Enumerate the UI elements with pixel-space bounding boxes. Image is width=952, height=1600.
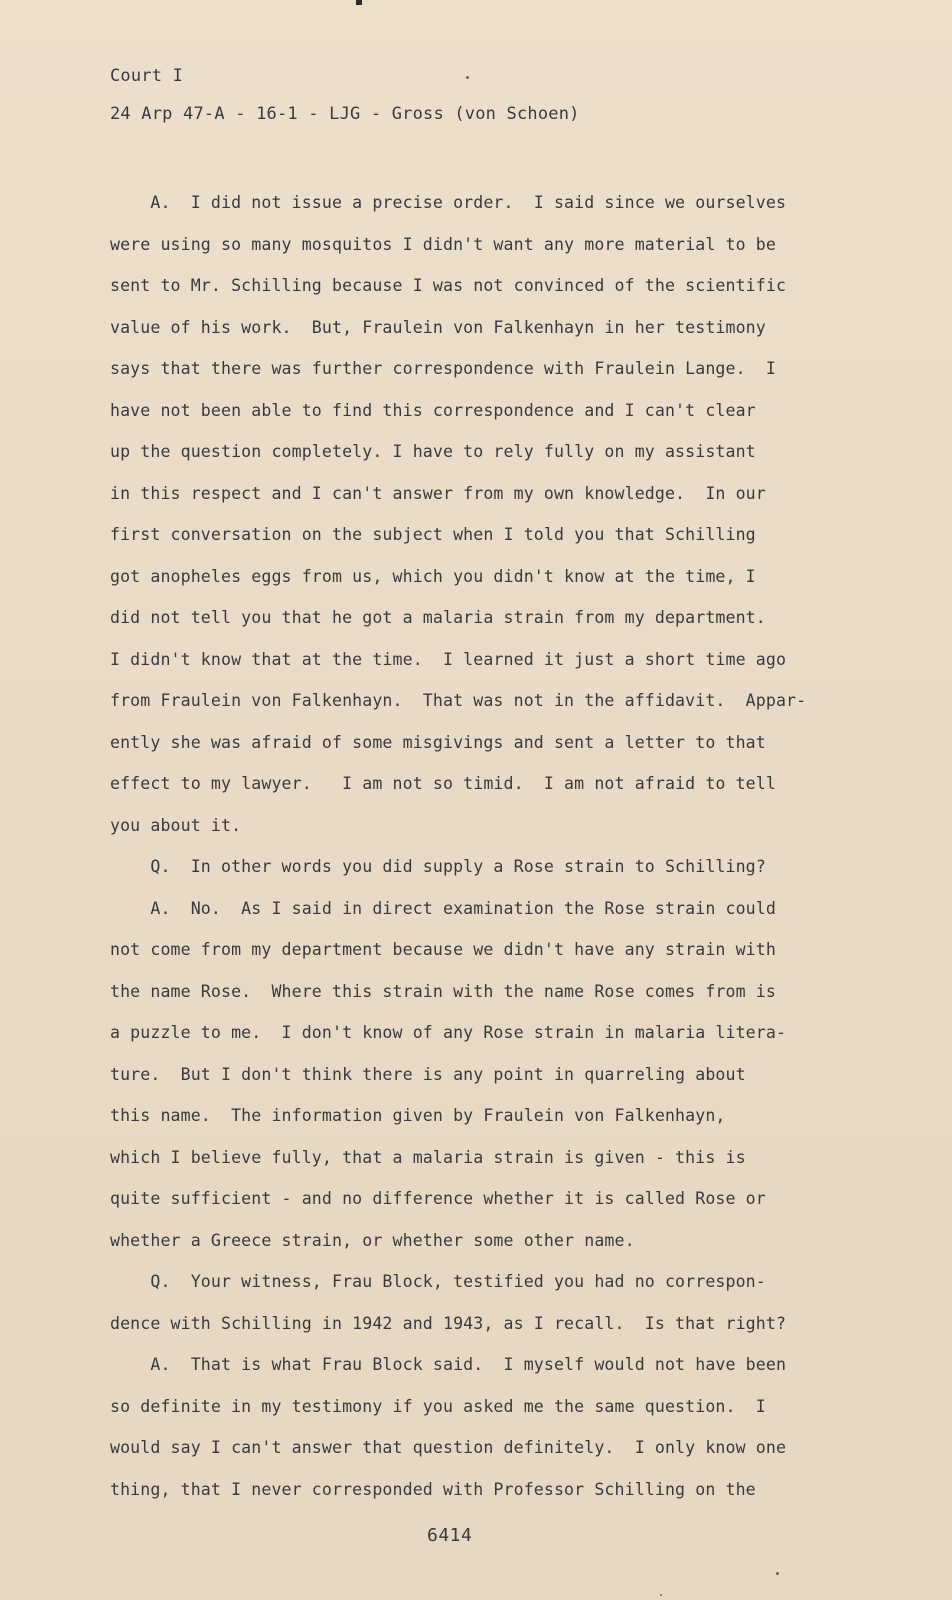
staple-mark: [356, 0, 362, 5]
transcript-line: says that there was further correspondence with Fraulein Lange. I: [110, 359, 776, 378]
transcript-line: in this respect and I can't answer from my own knowledge. In our: [110, 483, 766, 503]
transcript-line: ently she was afraid of some misgivings and sent a letter to that: [110, 732, 766, 752]
transcript-line: A. I did not issue a precise order. I said since we ourselves: [110, 193, 787, 212]
session-header: 24 Arp 47-A - 16-1 - LJG - Gross (von Schoen): [110, 104, 580, 124]
transcript-line: a puzzle to me. I don't know of any Rose strain in malaria litera-: [110, 1023, 787, 1042]
transcript-line: sent to Mr. Schilling because I was not convinced of the scientific: [110, 276, 787, 295]
transcript-line: would say I can't answer that question definitely. I only know one: [110, 1438, 787, 1457]
transcript-line: this name. The information given by Fraulein von Falkenhayn,: [110, 1106, 726, 1125]
transcript-line: I didn't know that at the time. I learned it just a short time ago: [110, 649, 787, 669]
court-header: Court I: [110, 66, 184, 86]
transcript-line: from Fraulein von Falkenhayn. That was not in the affidavit. Appar-: [110, 691, 807, 710]
transcript-line: thing, that I never corresponded with Professor Schilling on the: [110, 1479, 756, 1499]
transcript-line: got anopheles eggs from us, which you didn't know at the time, I: [110, 566, 756, 586]
transcript-line: the name Rose. Where this strain with the name Rose comes from is: [110, 981, 776, 1001]
transcript-line: whether a Greece strain, or whether some other name.: [110, 1230, 635, 1250]
transcript-line: dence with Schilling in 1942 and 1943, as I recall. Is that right?: [110, 1313, 787, 1333]
transcript-line: so definite in my testimony if you asked me the same question. I: [110, 1396, 766, 1416]
transcript-line: ture. But I don't think there is any point in quarreling about: [110, 1064, 746, 1084]
transcript-line: Q. In other words you did supply a Rose strain to Schilling?: [110, 857, 766, 876]
transcript-line: you about it.: [110, 815, 242, 835]
paper-speck: [776, 1572, 779, 1575]
transcript-line: first conversation on the subject when I told you that Schilling: [110, 525, 756, 544]
transcript-line: Q. Your witness, Frau Block, testified you had no correspon-: [110, 1272, 766, 1291]
transcript-line: were using so many mosquitos I didn't want any more material to be: [110, 234, 776, 254]
paper-speck: [466, 76, 469, 79]
transcript-line: effect to my lawyer. I am not so timid. I am not afraid to tell: [110, 774, 776, 793]
transcript-body: [110, 182, 820, 1510]
transcript-line: A. No. As I said in direct examination the Rose strain could: [110, 898, 776, 918]
paper-speck: [660, 1594, 662, 1596]
transcript-line: did not tell you that he got a malaria strain from my department.: [110, 608, 766, 627]
transcript-line: not come from my department because we didn't have any strain with: [110, 940, 776, 959]
transcript-line: which I believe fully, that a malaria strain is given - this is: [110, 1147, 746, 1167]
transcript-line: A. That is what Frau Block said. I myself would not have been: [110, 1355, 787, 1374]
transcript-line: quite sufficient - and no difference whether it is called Rose or: [110, 1189, 766, 1208]
transcript-line: value of his work. But, Fraulein von Falkenhayn in her testimony: [110, 317, 766, 337]
transcript-line: up the question completely. I have to rely fully on my assistant: [110, 442, 756, 461]
page-number: 6414: [427, 1525, 473, 1546]
transcript-line: have not been able to find this correspondence and I can't clear: [110, 400, 756, 420]
